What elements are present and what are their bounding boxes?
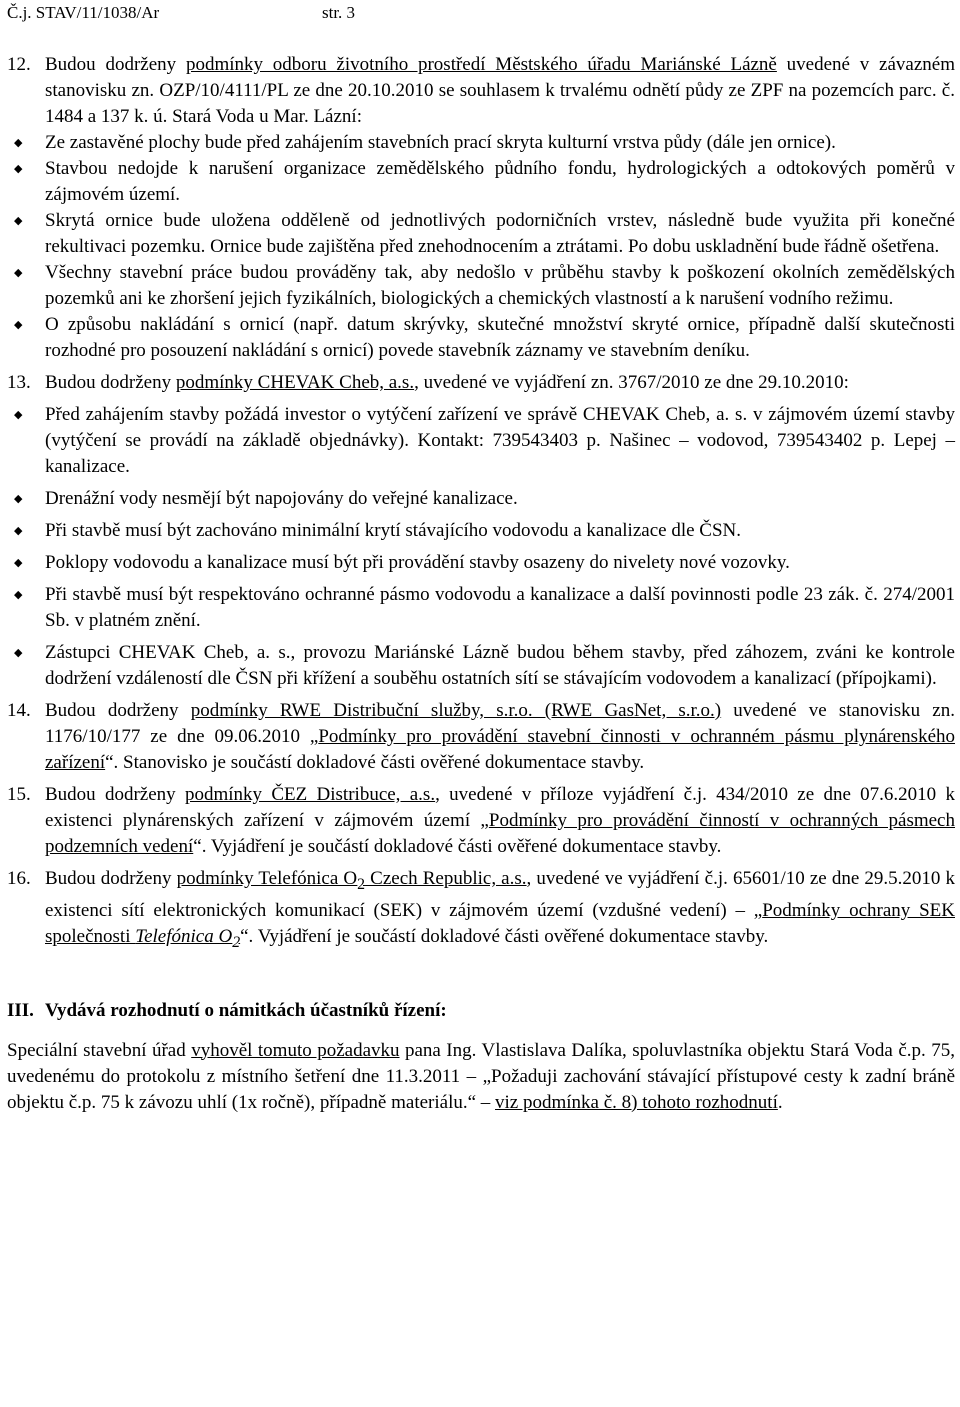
list-item: ◆ Zástupci CHEVAK Cheb, a. s., provozu Mariánské Lázně budou během stavby, před záhozem, zváni ke kontrole dodržení vzdáleností dle ČSN při křížení a souběhu ostatních sítí se stávajícím vodovodem a kanalizací (přípojkami).	[14, 642, 955, 689]
condition-number: 14.	[7, 700, 31, 721]
list-item: ◆ Ze zastavěné plochy bude před zahájením stavebních prací skryta kulturní vrstva půdy (dále jen ornice).	[7, 130, 955, 156]
conditions-document-link: Podmínky pro provádění činností v ochranných pásmech podzemních vedení	[45, 810, 955, 857]
condition-source-link: podmínky RWE Distribuční služby, s.r.o. (RWE GasNet, s.r.o.)	[190, 700, 722, 721]
condition-number: 16.	[7, 868, 31, 889]
section-title: Vydává rozhodnutí o námitkách účastníků řízení:	[45, 999, 447, 1021]
section-paragraph: Speciální stavební úřad vyhověl tomuto požadavku pana Ing. Vlastislava Dalíka, spoluvlastníka objektu Stará Voda č.p. 75, uvedenému do protokolu z místního šetření dne 11.3.2011 – „Požaduji zachování stávající přístupové cesty k zadní bráně objektu č.p. 75 k závozu uhlí (1x ročně), případně materiálu.“ – viz podmínka č. 8) tohoto rozhodnutí.	[7, 1039, 955, 1113]
condition-number: 13.	[7, 372, 31, 393]
list-item: ◆ Před zahájením stavby požádá investor o vytýčení zařízení ve správě CHEVAK Cheb, a. s. v zájmovém území stavby (vytýčení se provádí na základě objednávky). Kontakt: 739543403 p. Našinec – vodovod, 739543402 p. Lepej – kanalizace.	[14, 404, 955, 477]
bullet-icon: ◆	[14, 163, 23, 175]
list-item: ◆ O způsobu nakládání s ornicí (např. datum skrývky, skutečné množství skryté ornice, případně další skutečnosti rozhodné pro posouzení nakládání s ornicí) povede stavebník záznamy ve stavebním deníku.	[14, 314, 955, 361]
condition-text: Budou dodrženy podmínky odboru životního prostředí Městského úřadu Mariánské Lázně uvedené v závazném stanovisku zn. OZP/10/4111/PL ze dne 20.10.2010 se souhlasem k trvalému odnětí půdy ze ZPF na pozemcích parc. č. 1484 a 137 k. ú. Stará Voda u Mar. Lázní:	[45, 54, 955, 127]
list-item: ◆ Stavbou nedojde k narušení organizace zemědělského půdního fondu, hydrologických a odtokových poměrů v zájmovém území.	[14, 158, 955, 205]
conditions-document-link: Podmínky pro provádění stavební činnosti v ochranném pásmu plynárenského zařízení	[45, 726, 956, 773]
condition-text: Budou dodrženy podmínky RWE Distribuční služby, s.r.o. (RWE GasNet, s.r.o.) uvedené ve stanovisku zn. 1176/10/177 ze dne 09.06.2010 „Podmínky pro provádění stavební činnosti v ochranném pásmu plynárenského zařízení“. Stanovisko je součástí dokladové části ověřené dokumentace stavby.	[45, 700, 956, 773]
list-item: ◆ Drenážní vody nesmějí být napojovány do veřejné kanalizace.	[7, 486, 955, 512]
conditions-document-link: Podmínky ochrany SEK společnosti Telefónica $O_2$	[45, 899, 955, 951]
condition-text: Budou dodrženy podmínky ČEZ Distribuce, a.s., uvedené v příloze vyjádření č.j. 434/2010 ze dne 07.6.2010 k existenci plynárenských zařízení v zájmovém území „Podmínky pro provádění činností v ochranných pásmech podzemních vedení“. Vyjádření je součástí dokladové části ověřené dokumentace stavby.	[45, 784, 955, 857]
bullet-icon: ◆	[14, 319, 23, 331]
bullet-icon: ◆	[14, 137, 23, 149]
page-header	[7, 2, 955, 24]
decision-link: vyhověl tomuto požadavku	[191, 1039, 400, 1061]
condition-text: Budou dodrženy podmínky CHEVAK Cheb, a.s., uvedené ve vyjádření zn. 3767/2010 ze dne 29.10.2010:	[45, 372, 849, 393]
condition-14	[7, 698, 955, 776]
condition-15	[7, 782, 955, 860]
bullet-icon: ◆	[14, 267, 23, 279]
condition-number: 12.	[7, 54, 31, 75]
list-item: ◆ Poklopy vodovodu a kanalizace musí být při provádění stavby osazeny do nivelety nové vozovky.	[7, 550, 955, 576]
condition-source-link: podmínky ČEZ Distribuce, a.s.	[184, 784, 436, 805]
section-number: III.	[7, 999, 34, 1021]
list-item: ◆ Všechny stavební práce budou prováděny tak, aby nedošlo v průběhu stavby k poškození okolních zemědělských pozemků ani ke zhoršení jejich fyzikálních, biologických a chemických vlastností a k narušení vodního režimu.	[14, 262, 955, 309]
page-number: str. 3	[322, 3, 356, 22]
document-page	[7, 0, 955, 1116]
condition-number: 15.	[7, 784, 31, 805]
list-item: ◆ Při stavbě musí být respektováno ochranné pásmo vodovodu a kanalizace a další povinnosti podle 23 zák. č. 274/2001 Sb. v platném znění.	[14, 584, 955, 631]
bullet-icon: ◆	[14, 647, 23, 659]
bullet-icon: ◆	[14, 493, 23, 505]
list-item: ◆ Skrytá ornice bude uložena odděleně od jednotlivých podorničních vrstev, následně bude využita při konečné rekultivaci pozemku. Ornice bude zajištěna před znehodnocením a ztrátami. Po dobu uskladnění bude řádně ošetřena.	[14, 210, 955, 257]
reference-number: Č.j. STAV/11/1038/Ar	[7, 3, 160, 22]
bullet-icon: ◆	[14, 525, 23, 537]
condition-source-link: podmínky odboru životního prostředí Městského úřadu Mariánské Lázně	[185, 54, 777, 75]
section-heading	[7, 998, 955, 1024]
condition-source-link: podmínky CHEVAK Cheb, a.s.	[175, 372, 415, 393]
condition-source-link: podmínky Telefónica $O_2$ Czech Republic, a.s.	[176, 868, 527, 893]
bullet-list-13	[7, 402, 955, 692]
condition-13	[7, 370, 955, 396]
bullet-icon: ◆	[14, 557, 23, 569]
condition-reference-link: viz podmínka č. 8) tohoto rozhodnutí	[495, 1091, 778, 1113]
bullet-icon: ◆	[14, 589, 23, 601]
list-item: ◆ Při stavbě musí být zachováno minimální krytí stávajícího vodovodu a kanalizace dle ČSN.	[7, 518, 955, 544]
condition-16	[7, 866, 955, 956]
condition-12	[7, 52, 955, 130]
bullet-icon: ◆	[14, 409, 23, 421]
condition-text: Budou dodrženy podmínky Telefónica $O_2$ Czech Republic, a.s., uvedené ve vyjádření č.j. 65601/10 ze dne 29.5.2010 k existenci sítí elektronických komunikací (SEK) v zájmovém území (vzdušné vedení) – „Podmínky ochrany SEK společnosti Telefónica $O_2“$. Vyjádření je součástí dokladové části ověřené dokumentace stavby.	[45, 868, 955, 951]
bullet-icon: ◆	[14, 215, 23, 227]
bullet-list-12	[7, 130, 955, 364]
